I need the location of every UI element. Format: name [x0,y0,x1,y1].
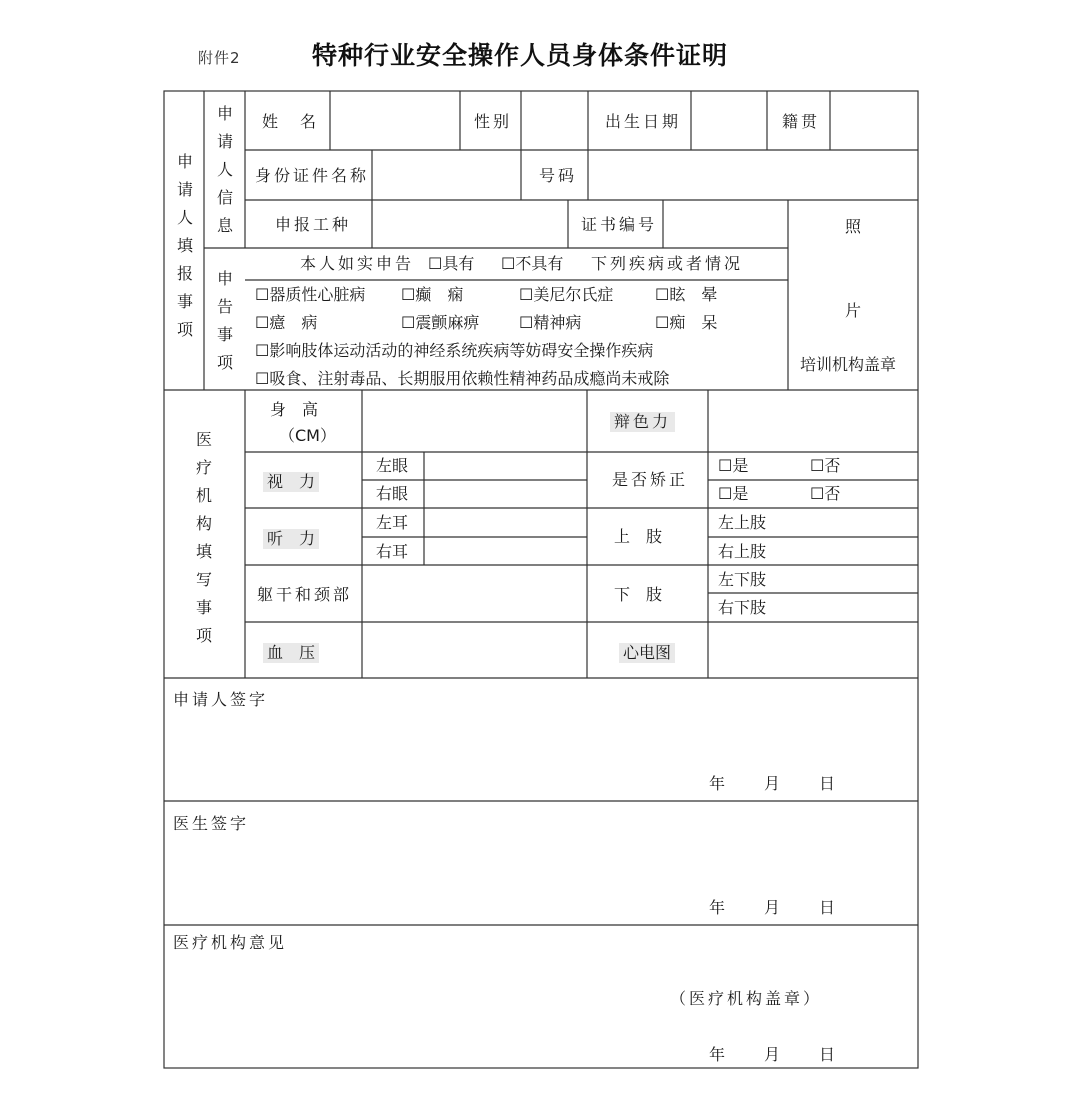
declaration-items-label: 申告事项 [216,269,233,372]
id-document-type-label: 身份证件名称 [255,166,370,185]
right-eye-corrected-yes[interactable]: ☐是 [718,484,749,503]
condition-dementia[interactable]: ☐痴 呆 [655,313,718,332]
ecg-label: 心电图 [619,643,675,663]
form-title: 特种行业安全操作人员身体条件证明 [312,41,729,70]
lower-limb-label: 下 肢 [614,585,663,604]
checkbox-icon[interactable]: ☐ [255,313,270,332]
declaration-prefix: 本人如实申告 [300,254,415,273]
condition-heart-disease[interactable]: ☐器质性心脏病 [255,285,366,304]
height-label: 身 高 [270,400,319,419]
condition-neurological[interactable]: ☐影响肢体运动活动的神经系统疾病等妨碍安全操作疾病 [255,341,654,360]
checkbox-icon[interactable]: ☐ [655,285,670,304]
applicant-sign-year: 年 [709,774,726,793]
right-eye-corrected-no[interactable]: ☐否 [810,484,841,503]
left-lower-limb-label: 左下肢 [718,570,767,589]
doctor-signature-label: 医生签字 [173,814,250,833]
condition-hysteria[interactable]: ☐癔 病 [255,313,318,332]
name-label: 姓名 [262,112,339,131]
checkbox-icon[interactable]: ☐ [810,456,825,475]
condition-meniere[interactable]: ☐美尼尔氏症 [519,285,614,304]
condition-tremor[interactable]: ☐震颤麻痹 [401,313,480,332]
opinion-sign-day: 日 [819,1045,836,1064]
checkbox-icon[interactable]: ☐ [519,313,534,332]
checkbox-icon[interactable]: ☐ [255,369,270,388]
medical-institution-opinion-label: 医疗机构意见 [173,933,288,952]
left-eye-corrected-no[interactable]: ☐否 [810,456,841,475]
medical-section-label: 医疗机构填写事项 [195,430,212,645]
id-number-label: 号码 [539,166,578,185]
condition-vertigo[interactable]: ☐眩 晕 [655,285,718,304]
checkbox-icon[interactable]: ☐ [428,254,443,273]
doctor-sign-day: 日 [819,898,836,917]
correction-label: 是否矫正 [612,470,689,489]
checkbox-icon[interactable]: ☐ [501,254,516,273]
applicant-sign-day: 日 [819,774,836,793]
checkbox-icon[interactable]: ☐ [718,456,733,475]
checkbox-icon[interactable]: ☐ [401,313,416,332]
declaration-has-not-option[interactable]: ☐不具有 [501,254,564,273]
left-ear-label: 左耳 [376,513,409,532]
checkbox-icon[interactable]: ☐ [655,313,670,332]
opinion-sign-month: 月 [764,1045,781,1064]
checkbox-icon[interactable]: ☐ [401,285,416,304]
checkbox-icon[interactable]: ☐ [255,285,270,304]
checkbox-icon[interactable]: ☐ [519,285,534,304]
gender-label: 性别 [474,112,513,131]
right-eye-label: 右眼 [376,484,409,503]
right-upper-limb-label: 右上肢 [718,542,767,561]
vision-label: 视 力 [263,472,319,492]
training-institution-stamp-label: 培训机构盖章 [800,355,897,374]
declaration-has-option[interactable]: ☐具有 [428,254,475,273]
condition-epilepsy[interactable]: ☐癫 痫 [401,285,464,304]
condition-mental-illness[interactable]: ☐精神病 [519,313,582,332]
hearing-label: 听 力 [263,529,319,549]
certificate-number-label: 证书编号 [581,215,658,234]
doctor-sign-year: 年 [709,898,726,917]
checkbox-icon[interactable]: ☐ [718,484,733,503]
photo-label-top: 照 [845,217,862,236]
medical-institution-stamp-note: （医疗机构盖章） [670,989,823,1008]
checkbox-icon[interactable]: ☐ [255,341,270,360]
attachment-number: 附件2 [198,49,241,67]
job-type-label: 申报工种 [275,215,352,234]
photo-label-bottom: 片 [845,301,862,320]
applicant-signature-label: 申请人签字 [173,690,269,709]
applicant-section-label: 申请人填报事项 [176,152,193,339]
upper-limb-label: 上 肢 [614,527,663,546]
applicant-sign-month: 月 [764,774,781,793]
color-discrimination-label: 辩色力 [610,412,675,432]
applicant-info-label: 申请人信息 [216,104,233,235]
right-lower-limb-label: 右下肢 [718,598,767,617]
declaration-suffix: 下列疾病或者情况 [591,254,744,273]
left-eye-corrected-yes[interactable]: ☐是 [718,456,749,475]
birth-date-label: 出生日期 [605,112,682,131]
blood-pressure-label: 血 压 [263,643,319,663]
opinion-sign-year: 年 [709,1045,726,1064]
left-eye-label: 左眼 [376,456,409,475]
condition-drug-addiction[interactable]: ☐吸食、注射毒品、长期服用依赖性精神药品成瘾尚未戒除 [255,369,670,388]
doctor-sign-month: 月 [764,898,781,917]
checkbox-icon[interactable]: ☐ [810,484,825,503]
trunk-neck-label: 躯干和颈部 [257,585,353,604]
height-unit-label: （CM） [279,426,336,445]
native-place-label: 籍贯 [782,112,821,131]
left-upper-limb-label: 左上肢 [718,513,767,532]
right-ear-label: 右耳 [376,542,409,561]
